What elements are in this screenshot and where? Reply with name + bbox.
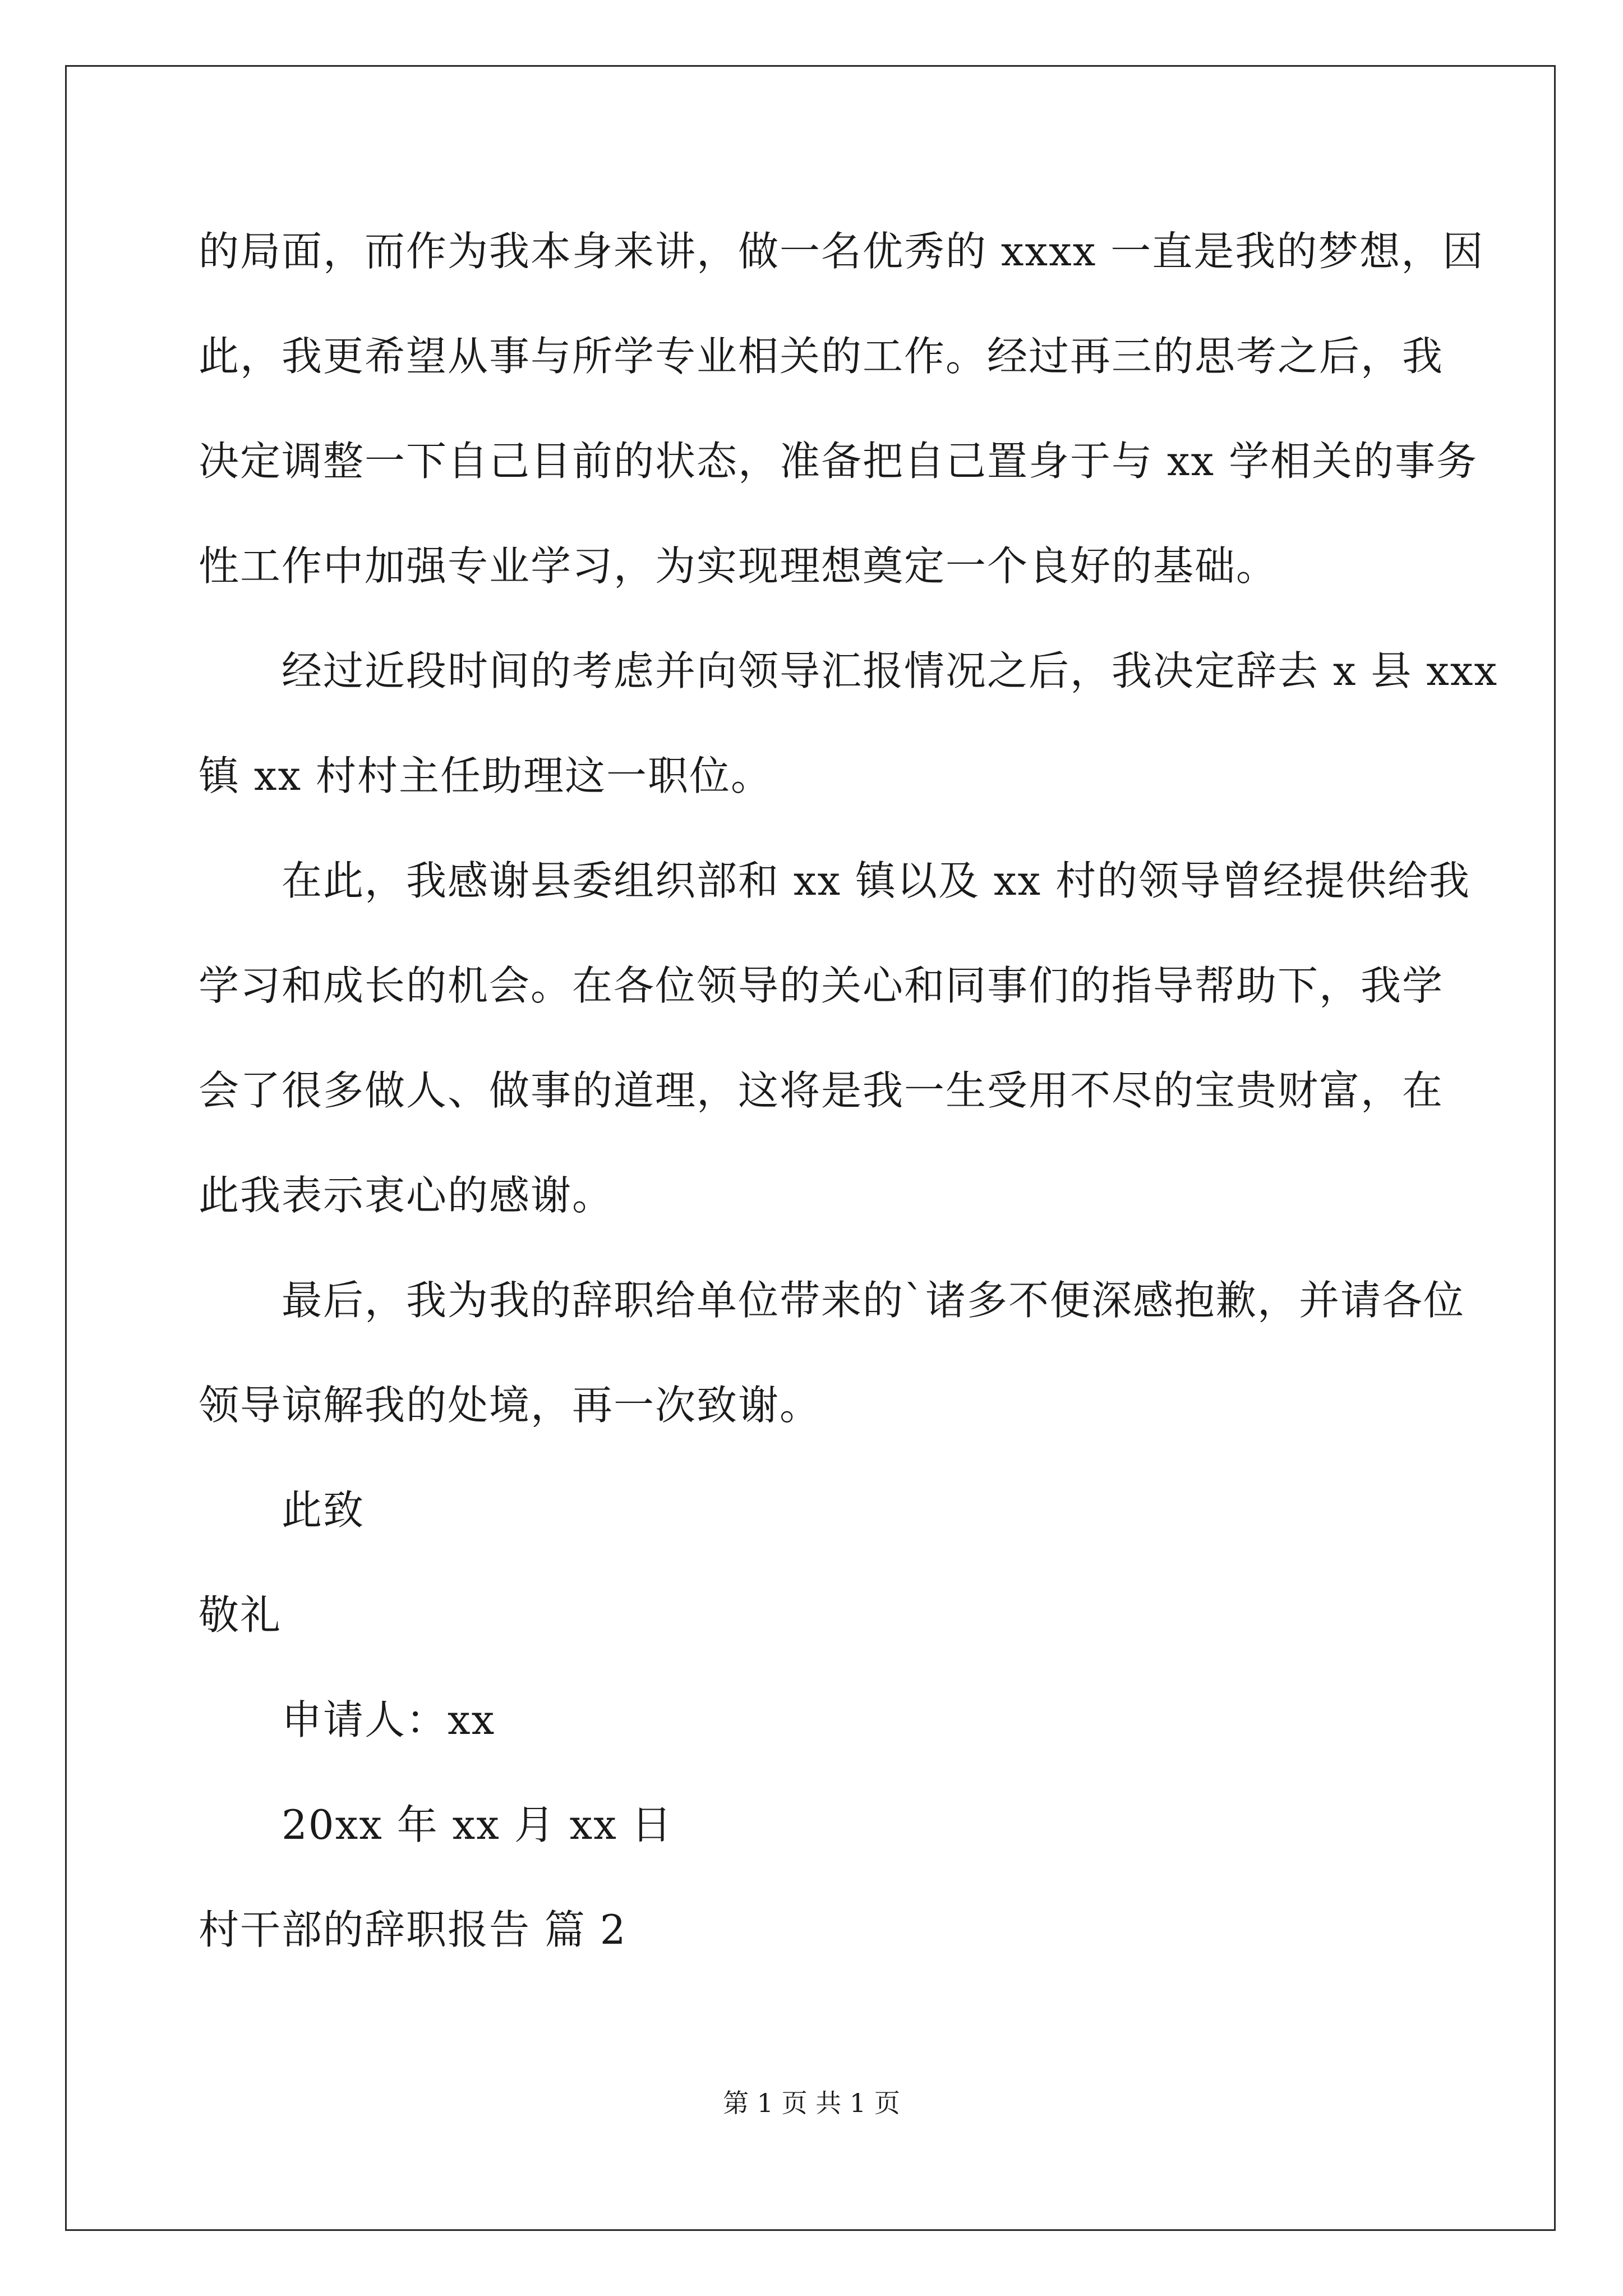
body-line: 学习和成长的机会。在各位领导的关心和同事们的指导帮助下，我学 xyxy=(199,962,1444,1009)
applicant-line: 申请人：xx xyxy=(282,1696,496,1743)
body-line: 经过近段时间的考虑并向领导汇报情况之后，我决定辞去 x 县 xxx xyxy=(282,647,1498,694)
body-line: 决定调整一下自己目前的状态，准备把自己置身于与 xx 学相关的事务 xyxy=(199,438,1478,485)
section-heading: 村干部的辞职报告 篇 2 xyxy=(199,1906,627,1953)
closing-salutation: 此致 xyxy=(282,1487,365,1534)
body-line: 此，我更希望从事与所学专业相关的工作。经过再三的思考之后，我 xyxy=(199,333,1444,380)
body-line: 镇 xx 村村主任助理这一职位。 xyxy=(199,752,772,799)
closing-regards: 敬礼 xyxy=(199,1591,282,1639)
body-line: 此我表示衷心的感谢。 xyxy=(199,1172,614,1219)
body-line: 最后，我为我的辞职给单位带来的`诸多不便深感抱歉，并请各位 xyxy=(282,1277,1465,1324)
body-line: 领导谅解我的处境，再一次致谢。 xyxy=(199,1382,822,1429)
page-footer: 第 1 页 共 1 页 xyxy=(723,2088,900,2118)
body-line: 在此，我感谢县委组织部和 xx 镇以及 xx 村的领导曾经提供给我 xyxy=(282,857,1470,904)
body-line: 的局面，而作为我本身来讲，做一名优秀的 xxxx 一直是我的梦想，因 xyxy=(199,228,1484,275)
body-line: 会了很多做人、做事的道理，这将是我一生受用不尽的宝贵财富，在 xyxy=(199,1067,1444,1114)
date-line: 20xx 年 xx 月 xx 日 xyxy=(282,1801,673,1848)
body-line: 性工作中加强专业学习，为实现理想奠定一个良好的基础。 xyxy=(199,542,1278,590)
